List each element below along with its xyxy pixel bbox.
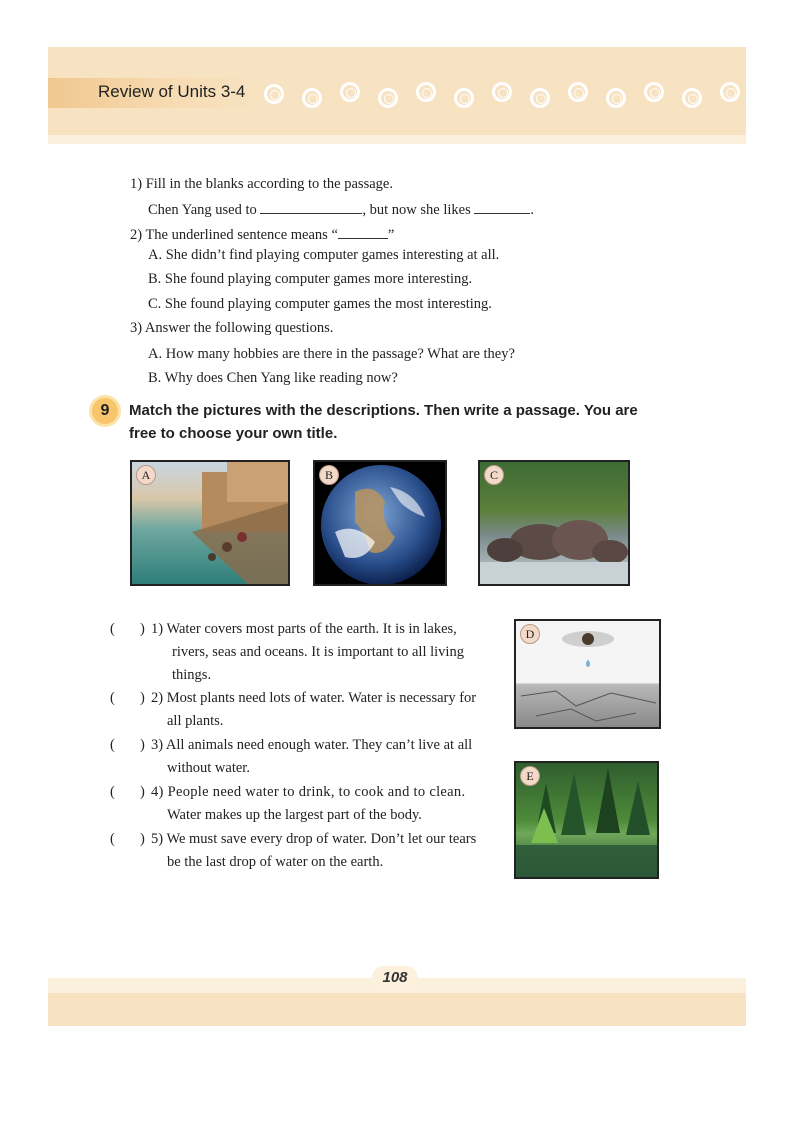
picture-a-letter: A bbox=[136, 465, 156, 485]
page-number: 108 bbox=[372, 966, 418, 990]
item-2-line-2: all plants. bbox=[167, 713, 224, 729]
q2-end: ” bbox=[387, 227, 395, 243]
circle-icon bbox=[682, 88, 702, 108]
question-1-label: 1) Fill in the blanks according to the passage. bbox=[130, 176, 393, 192]
item-1-paren-close: ) bbox=[140, 621, 145, 637]
picture-d-letter: D bbox=[520, 624, 540, 644]
q1-blank-2[interactable] bbox=[474, 201, 530, 214]
item-4-paren-open[interactable]: ( bbox=[110, 784, 115, 800]
option-c: C. She found playing computer games the most interesting. bbox=[148, 296, 492, 312]
circle-icon bbox=[302, 88, 322, 108]
exercise-number-badge: 9 bbox=[92, 398, 118, 424]
picture-a bbox=[130, 460, 290, 586]
circle-icon bbox=[416, 82, 436, 102]
q1-blank-1[interactable] bbox=[260, 201, 362, 214]
question-2-label bbox=[130, 226, 394, 244]
item-2-paren-open[interactable]: ( bbox=[110, 690, 115, 706]
item-1-line-2: rivers, seas and oceans. It is important to all living bbox=[172, 644, 464, 660]
q1-text-part2: , but now she likes bbox=[362, 202, 471, 218]
question-3b: B. Why does Chen Yang like reading now? bbox=[148, 370, 398, 386]
circle-icon bbox=[644, 82, 664, 102]
item-5-paren-close: ) bbox=[140, 831, 145, 847]
circle-icon bbox=[720, 82, 740, 102]
item-1-line-3: things. bbox=[172, 667, 212, 683]
q2-text: 2) The underlined sentence means “ bbox=[130, 227, 338, 243]
picture-c-letter: C bbox=[484, 465, 504, 485]
item-2-paren-close: ) bbox=[140, 690, 145, 706]
question-3a: A. How many hobbies are there in the passage? What are they? bbox=[148, 346, 515, 362]
option-b: B. She found playing computer games more interesting. bbox=[148, 271, 473, 287]
item-5-line-2: be the last drop of water on the earth. bbox=[167, 854, 384, 870]
picture-e bbox=[514, 761, 659, 879]
item-4-paren-close: ) bbox=[140, 784, 145, 800]
item-2-line-1: 2) Most plants need lots of water. Water is necessary for bbox=[151, 690, 477, 706]
q1-text-part3: . bbox=[530, 202, 534, 218]
circle-icon bbox=[492, 82, 512, 102]
river-bathing-image bbox=[132, 462, 290, 586]
circle-icon bbox=[378, 88, 398, 108]
item-3-paren-close: ) bbox=[140, 737, 145, 753]
circle-icon bbox=[454, 88, 474, 108]
picture-e-letter: E bbox=[520, 766, 540, 786]
circle-icon bbox=[340, 82, 360, 102]
question-3-label: 3) Answer the following questions. bbox=[130, 320, 334, 336]
item-5-paren-open[interactable]: ( bbox=[110, 831, 115, 847]
q2-blank[interactable] bbox=[338, 226, 388, 239]
question-1-sentence bbox=[148, 201, 534, 219]
q1-text-part1: Chen Yang used to bbox=[148, 202, 257, 218]
circle-icon bbox=[606, 88, 626, 108]
option-a: A. She didn’t find playing computer games interesting at all. bbox=[148, 247, 500, 263]
page-title: Review of Units 3-4 bbox=[98, 82, 246, 101]
picture-b-letter: B bbox=[319, 465, 339, 485]
item-4-line-1: 4) People need water to drink, to cook and to clean. bbox=[151, 784, 466, 800]
item-1-paren-open[interactable]: ( bbox=[110, 621, 115, 637]
instruction-line-2: free to choose your own title. bbox=[129, 425, 338, 442]
item-3-line-2: without water. bbox=[167, 760, 250, 776]
picture-b bbox=[313, 460, 447, 586]
decorative-circles bbox=[262, 80, 746, 112]
item-4-line-2: Water makes up the largest part of the body. bbox=[167, 807, 422, 823]
item-3-paren-open[interactable]: ( bbox=[110, 737, 115, 753]
circle-icon bbox=[530, 88, 550, 108]
header-stripe bbox=[48, 135, 746, 144]
hippos-in-water-image bbox=[480, 462, 630, 586]
instruction-line-1: Match the pictures with the descriptions. Then write a passage. You are bbox=[129, 402, 638, 419]
item-1-line-1: 1) Water covers most parts of the earth. It is in lakes, bbox=[151, 621, 457, 637]
circle-icon bbox=[568, 82, 588, 102]
picture-d bbox=[514, 619, 661, 729]
footer-band bbox=[48, 993, 746, 1026]
item-5-line-1: 5) We must save every drop of water. Don’t let our tears bbox=[151, 831, 477, 847]
picture-c bbox=[478, 460, 630, 586]
item-3-line-1: 3) All animals need enough water. They can’t live at all bbox=[151, 737, 473, 753]
circle-icon bbox=[264, 84, 284, 104]
